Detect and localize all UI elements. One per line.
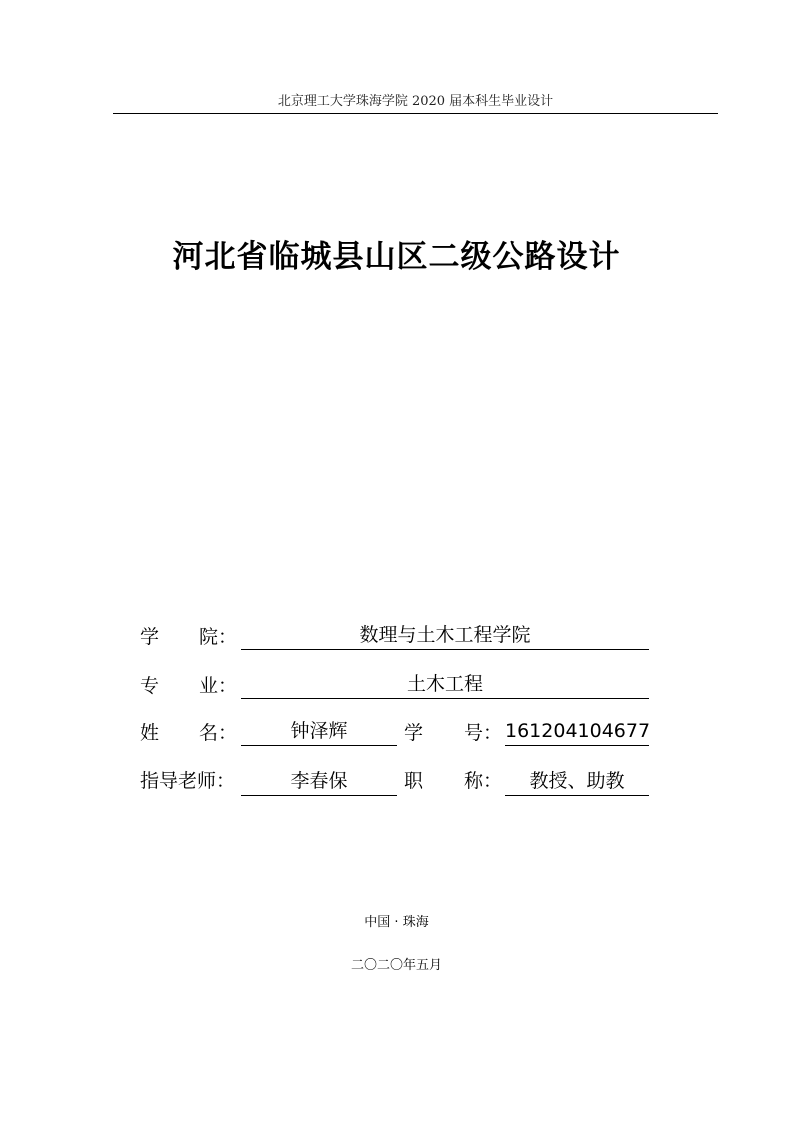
major-field: 土木工程	[241, 672, 649, 699]
thesis-title: 河北省临城县山区二级公路设计	[172, 239, 621, 275]
title-label-first: 职	[404, 770, 424, 792]
student-id-label-first: 学	[404, 722, 424, 744]
name-label-second: 名：	[199, 722, 238, 744]
student-id-field: 161204104677	[505, 719, 649, 746]
advisor-field: 李春保	[241, 769, 397, 796]
page-header: 北京理工大学珠海学院 2020 届本科生毕业设计	[277, 94, 554, 109]
footer-place: 中国 · 珠海	[364, 915, 429, 930]
title-label-second: 称：	[464, 770, 503, 792]
footer-date: 二〇二〇年五月	[350, 958, 442, 973]
name-field: 钟泽辉	[241, 719, 397, 746]
major-label-second: 业：	[199, 675, 238, 697]
major-label-first: 专	[140, 675, 160, 697]
college-field: 数理与土木工程学院	[241, 623, 649, 650]
college-label-first: 学	[140, 626, 160, 648]
advisor-label: 指导老师：	[140, 770, 236, 792]
college-label-second: 院：	[199, 626, 238, 648]
header-rule	[113, 113, 718, 114]
student-id-label-second: 号：	[464, 722, 503, 744]
name-label-first: 姓	[140, 722, 160, 744]
title-field: 教授、助教	[505, 769, 649, 796]
